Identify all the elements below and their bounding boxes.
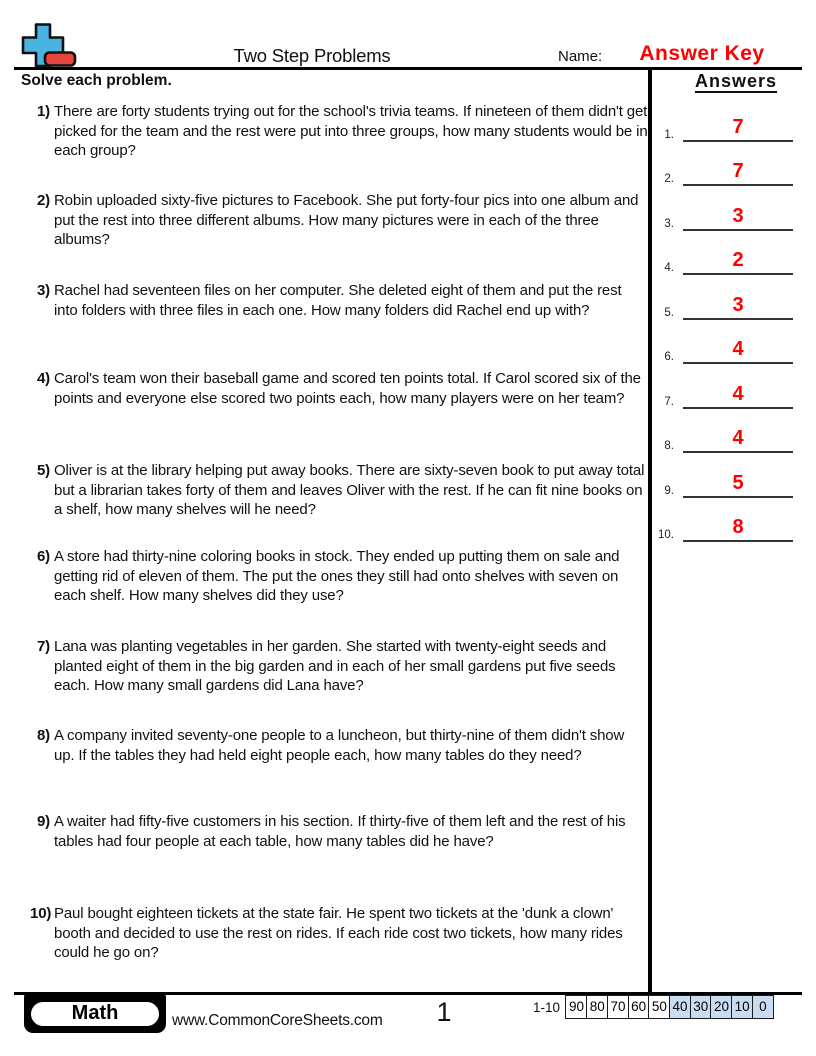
answer-value: 4 <box>732 383 744 405</box>
answer-blank-line <box>683 114 793 142</box>
answer-value: 3 <box>732 294 744 316</box>
problem-item <box>30 281 648 320</box>
answers-column-divider <box>648 70 652 995</box>
grading-score-cell: 10 <box>731 995 753 1019</box>
score-range-label: 1-10 <box>532 1000 560 1015</box>
problem-item <box>30 637 648 696</box>
page-number: 1 <box>436 997 452 1027</box>
answer-number-label: 8. <box>664 440 674 452</box>
grading-score-cell: 70 <box>607 995 629 1019</box>
problem-text: Oliver is at the library helping put away books. There are sixty-seven book to put away total but a librarian takes forty of them and leaves Oliver with the rest. If he can fit nine books on a shelf, how many shelves will he need? <box>54 462 645 518</box>
subject-badge <box>24 993 166 1033</box>
grading-score-cell: 0 <box>752 995 774 1019</box>
answer-blank-line <box>683 247 793 275</box>
problem-number: 5) <box>36 462 50 479</box>
problem-number: 10) <box>30 905 52 922</box>
instruction-text: Solve each problem. <box>21 72 172 89</box>
answer-blank-line <box>683 336 793 364</box>
answer-value: 2 <box>732 249 744 271</box>
answer-blank-line <box>683 425 793 453</box>
answer-value: 4 <box>732 427 744 449</box>
answer-number-label: 5. <box>664 307 674 319</box>
problem-text: A company invited seventy-one people to a luncheon, but thirty-nine of them didn't show up. If the tables they had held eight people each, how many tables do they need? <box>54 727 625 764</box>
answer-blank-line <box>683 514 793 542</box>
plus-minus-math-logo-icon <box>21 22 77 68</box>
answer-row <box>656 245 796 275</box>
problem-item <box>30 904 648 963</box>
website-link: www.CommonCoreSheets.com <box>172 1012 383 1029</box>
answer-row <box>656 112 796 142</box>
grading-score-cell: 20 <box>710 995 732 1019</box>
problem-number: 7) <box>36 638 50 655</box>
answer-blank-line <box>683 203 793 231</box>
problem-number: 3) <box>36 282 50 299</box>
problem-item <box>30 461 648 520</box>
answer-value: 4 <box>732 338 744 360</box>
problem-text: Rachel had seventeen files on her computer. She deleted eight of them and put the rest into folders with three files in each one. How many folders did Rachel end up with? <box>54 282 622 319</box>
answer-row <box>656 379 796 409</box>
problem-number: 2) <box>36 192 50 209</box>
problem-text: There are forty students trying out for the school's trivia teams. If nineteen of them didn't get picked for the team and the rest were put into three groups, how many students would be in each group? <box>54 103 648 159</box>
problem-item <box>30 812 648 851</box>
answer-row <box>656 512 796 542</box>
problem-text: Lana was planting vegetables in her garden. She started with twenty-eight seeds and planted eight of them in the big garden and in each of her small gardens put five seeds each. How many small gardens did Lana have? <box>54 638 616 694</box>
answer-value: 7 <box>732 116 744 138</box>
grading-score-cell: 30 <box>690 995 712 1019</box>
grading-score-cell: 50 <box>648 995 670 1019</box>
answer-number-label: 3. <box>664 218 674 230</box>
problem-item <box>30 369 648 408</box>
problem-number: 1) <box>36 103 50 120</box>
answer-row <box>656 290 796 320</box>
answer-value: 3 <box>732 205 744 227</box>
answer-number-label: 4. <box>664 262 674 274</box>
problem-text: A store had thirty-nine coloring books in stock. They ended up putting them on sale and getting rid of eleven of them. The put the ones they still had onto shelves with seven on each shelf. How many shelves did they use? <box>54 548 620 604</box>
problem-text: A waiter had fifty-five customers in his section. If thirty-five of them left and the rest of his tables had four people at each table, how many tables did he have? <box>54 813 626 850</box>
answer-number-label: 2. <box>664 173 674 185</box>
problem-number: 9) <box>36 813 50 830</box>
header-divider <box>14 67 802 70</box>
answer-value: 7 <box>732 160 744 182</box>
answer-row <box>656 334 796 364</box>
grading-score-cell: 80 <box>586 995 608 1019</box>
grading-score-cell: 40 <box>669 995 691 1019</box>
answer-row <box>656 423 796 453</box>
problem-text: Carol's team won their baseball game and scored ten points total. If Carol scored six of the points and everyone else scored two points each, how many players were on her team? <box>54 370 641 407</box>
problem-number: 8) <box>36 727 50 744</box>
answer-value: 8 <box>732 516 744 538</box>
problem-text: Paul bought eighteen tickets at the state fair. He spent two tickets at the 'dunk a clown' booth and decided to use the rest on rides. If each ride cost two tickets, how many rides could he go on? <box>54 905 623 961</box>
answer-number-label: 6. <box>664 351 674 363</box>
grading-score-cell: 60 <box>628 995 650 1019</box>
answer-number-label: 10. <box>658 529 674 541</box>
problem-number: 4) <box>36 370 50 387</box>
problem-text: Robin uploaded sixty-five pictures to Facebook. She put forty-four pics into one album and put the rest into three different albums. How many pictures were in each of the three albums? <box>54 192 639 248</box>
grading-score-cell: 90 <box>565 995 587 1019</box>
subject-badge-label: Math <box>31 1002 159 1026</box>
name-label: Name: <box>558 48 603 65</box>
page-title: Two Step Problems <box>233 45 391 66</box>
problem-number: 6) <box>36 548 50 565</box>
answer-row <box>656 468 796 498</box>
answer-row <box>656 156 796 186</box>
problem-item <box>30 102 648 161</box>
answers-column-title: Answers <box>694 71 778 91</box>
answer-blank-line <box>683 470 793 498</box>
answer-number-label: 1. <box>664 129 674 141</box>
problem-item <box>30 547 648 606</box>
grading-score-table <box>567 995 774 1019</box>
answer-number-label: 7. <box>664 396 674 408</box>
answer-value: 5 <box>732 472 744 494</box>
answer-blank-line <box>683 292 793 320</box>
answer-blank-line <box>683 381 793 409</box>
problem-item <box>30 726 648 765</box>
answer-blank-line <box>683 158 793 186</box>
problem-item <box>30 191 648 250</box>
name-value-answer-key: Answer Key <box>639 42 765 65</box>
answer-number-label: 9. <box>664 485 674 497</box>
answer-row <box>656 201 796 231</box>
